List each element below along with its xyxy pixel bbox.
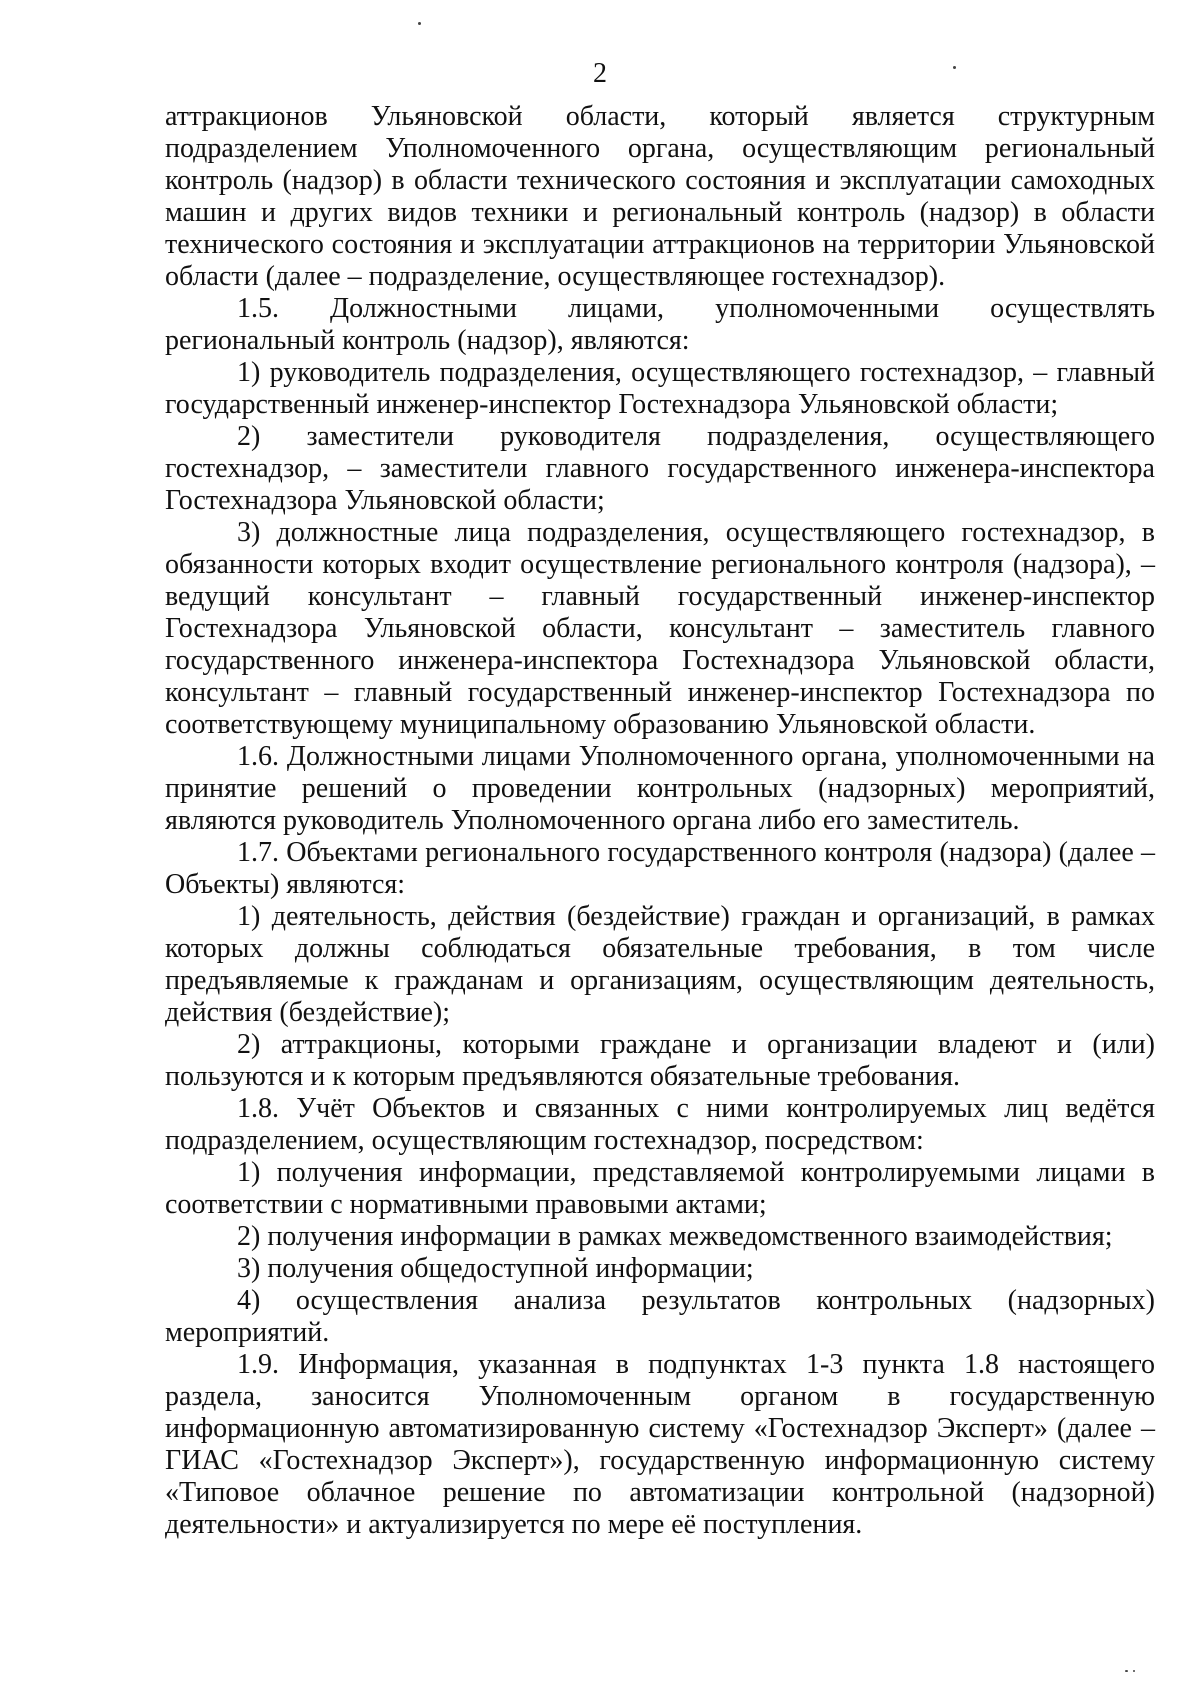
scan-speck — [953, 66, 956, 69]
scan-speck — [418, 22, 421, 25]
paragraph-1-7-item-1: 1) деятельность, действия (бездействие) граждан и организаций, в рамках которых должны соблюдаться обязательные требования, в том числе предъявляемые к гражданам и организациям, осуществляющим деятельность, действия (бездействие); — [165, 901, 1155, 1028]
document-body — [165, 101, 1155, 1541]
paragraph-1-5-item-1: 1) руководитель подразделения, осуществляющего гостехнадзор, – главный государственный инженер-инспектор Гостехнадзора Ульяновской области; — [165, 357, 1155, 420]
paragraph-1-5-item-2: 2) заместители руководителя подразделения, осуществляющего гостехнадзор, – заместители главного государственного инженера-инспектора Гостехнадзора Ульяновской области; — [165, 421, 1155, 516]
paragraph-1-5: 1.5. Должностными лицами, уполномоченными осуществлять региональный контроль (надзор), являются: — [165, 293, 1155, 356]
paragraph-continuation: аттракционов Ульяновской области, который является структурным подразделением Уполномоченного органа, осуществляющим региональный контроль (надзор) в области технического состояния и эксплуатации самоходных машин и других видов техники и региональный контроль (надзор) в области технического состояния и эксплуатации аттракционов на территории Ульяновской области (далее – подразделение, осуществляющее гостехнадзор). — [165, 101, 1155, 292]
page-number: 2 — [593, 58, 607, 89]
paragraph-1-6: 1.6. Должностными лицами Уполномоченного органа, уполномоченными на принятие решений о проведении контрольных (надзорных) мероприятий, являются руководитель Уполномоченного органа либо его заместитель. — [165, 741, 1155, 836]
paragraph-1-7-item-2: 2) аттракционы, которыми граждане и организации владеют и (или) пользуются и к которым предъявляются обязательные требования. — [165, 1029, 1155, 1092]
paragraph-1-9: 1.9. Информация, указанная в подпунктах 1-3 пункта 1.8 настоящего раздела, заносится Уполномоченным органом в государственную информационную автоматизированную систему «Гостехнадзор Эксперт» (далее – ГИАС «Гостехнадзор Эксперт»), государственную информационную систему «Типовое облачное решение по автоматизации контрольной (надзорной) деятельности» и актуализируется по мере её поступления. — [165, 1349, 1155, 1540]
paragraph-1-8: 1.8. Учёт Объектов и связанных с ними контролируемых лиц ведётся подразделением, осуществляющим гостехнадзор, посредством: — [165, 1093, 1155, 1156]
paragraph-1-8-item-3: 3) получения общедоступной информации; — [237, 1253, 754, 1284]
paragraph-1-8-item-4: 4) осуществления анализа результатов контрольных (надзорных) мероприятий. — [165, 1285, 1155, 1348]
paragraph-1-7: 1.7. Объектами регионального государственного контроля (надзора) (далее – Объекты) являются: — [165, 837, 1155, 900]
scan-speck — [1133, 1670, 1135, 1672]
paragraph-1-8-item-1: 1) получения информации, представляемой контролируемыми лицами в соответствии с нормативными правовыми актами; — [165, 1157, 1155, 1220]
scan-speck — [1125, 1670, 1128, 1672]
paragraph-1-5-item-3: 3) должностные лица подразделения, осуществляющего гостехнадзор, в обязанности которых входит осуществление регионального контроля (надзора), – ведущий консультант – главный государственный инженер-инспектор Гостехнадзора Ульяновской области, консультант – заместитель главного государственного инженера-инспектора Гостехнадзора Ульяновской области, консультант – главный государственный инженер-инспектор Гостехнадзора по соответствующему муниципальному образованию Ульяновской области. — [165, 517, 1155, 740]
paragraph-1-8-item-2: 2) получения информации в рамках межведомственного взаимодействия; — [237, 1221, 1113, 1252]
